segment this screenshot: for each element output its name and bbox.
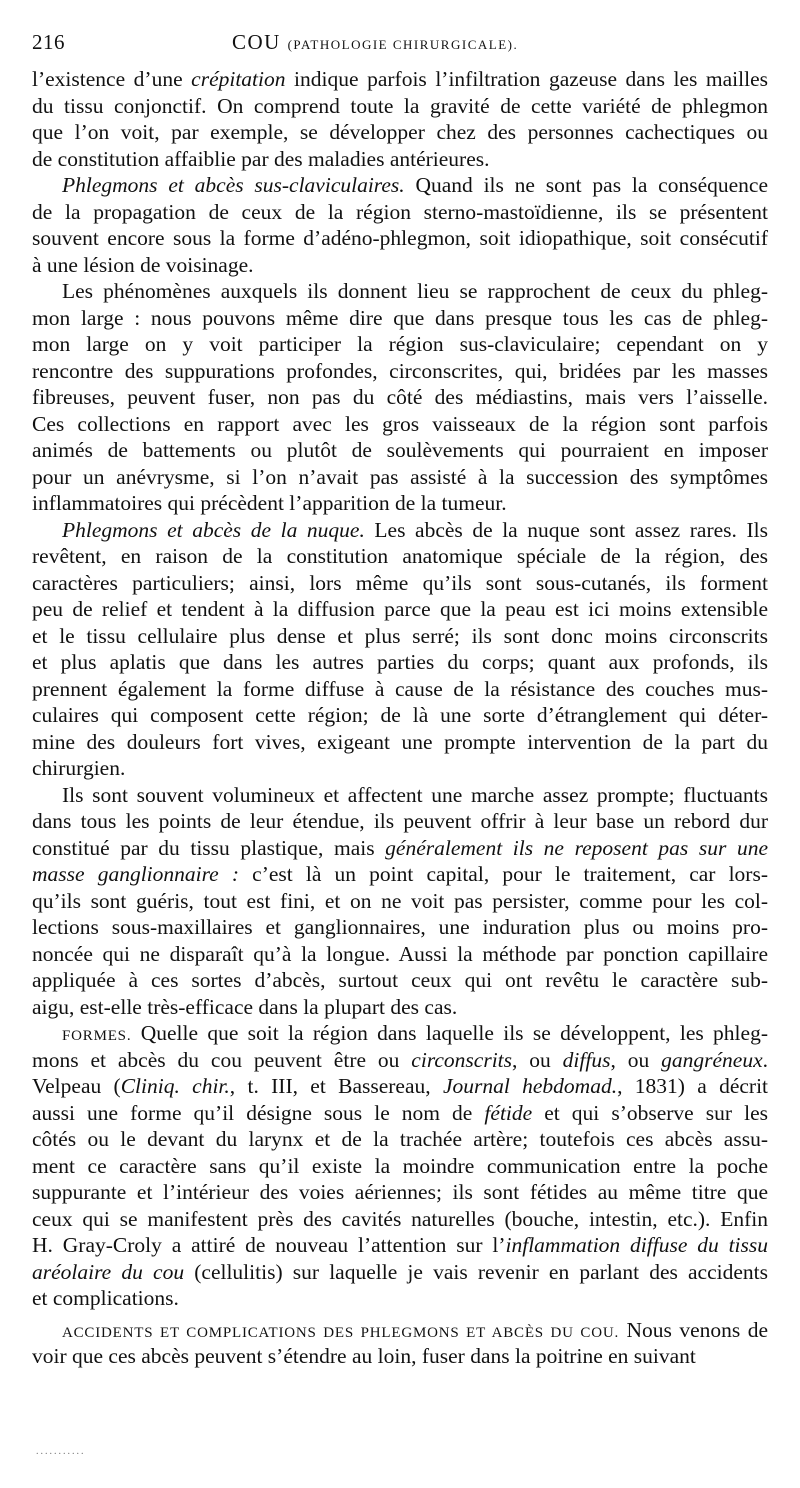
text-line: revêtent, en raison de la constitution anatomique spéciale de la région, des (32, 544, 768, 568)
text-line: aréolaire du cou (cellulitis) sur laquelle je vais revenir en parlant des accidents (32, 1259, 768, 1284)
text-line: ment ce caractère sans qu’il existe la moindre communication entre la poche (32, 1153, 768, 1178)
text-line: peu de relief et tendent à la diffusion parce que la peau est ici moins extensible (32, 597, 768, 621)
text-line: prennent également la forme diffuse à cause de la résistance des couches mus- (32, 676, 768, 701)
running-title-sub: (PATHOLOGIE CHIRURGICALE). (287, 37, 519, 52)
text-line: de constitution affaiblie par des maladies antérieures. (32, 146, 490, 171)
text-line: constitué par du tissu plastique, mais généralement ils ne reposent pas sur une (32, 835, 768, 860)
text-line: culaires qui composent cette région; de là une sorte d’étranglement qui déter- (32, 703, 768, 727)
text-line: du tissu conjonctif. On comprend toute la gravité de cette variété de phlegmon (32, 93, 768, 118)
running-title (232, 30, 518, 55)
text-line: FORMES. Quelle que soit la région dans laquelle ils se développent, les phleg- (62, 1021, 768, 1045)
text-line: que l’on voit, par exemple, se développer chez des personnes cachectiques ou (32, 120, 768, 144)
text-line: Phlegmons et abcès sus-claviculaires. Quand ils ne sont pas la conséquence (62, 173, 769, 197)
text-line: et le tissu cellulaire plus dense et plus serré; ils sont donc moins circonscrits (32, 623, 768, 648)
text-line: fibreuses, peuvent fuser, non pas du côté des médiastins, mais vers l’aisselle. (32, 385, 768, 409)
text-line: et plus aplatis que dans les autres parties du corps; quant aux profonds, ils (32, 650, 768, 674)
running-title-main: COU (232, 30, 281, 54)
running-header (32, 30, 752, 60)
text-line: ceux qui se manifestent près des cavités naturelles (bouche, intestin, etc.). Enfin (32, 1206, 768, 1231)
text-line: lections sous-maxillaires et ganglionnaires, une induration plus ou moins pro- (32, 915, 768, 939)
text-line: H. Gray-Croly a attiré de nouveau l’attention sur l’inflammation diffuse du tissu (32, 1233, 769, 1257)
text-line: souvent encore sous la forme d’adéno-phlegmon, soit idiopathique, soit consécutif (32, 226, 768, 250)
text-line: voir que ces abcès peuvent s’étendre au loin, fuser dans la poitrine en suivant (32, 1344, 696, 1368)
text-line: rencontre des suppurations profondes, circonscrites, qui, bridées par les masses (32, 358, 768, 383)
text-line: pour un anévrysme, si l’on n’avait pas assisté à la succession des symptômes (32, 464, 768, 489)
text-line: Les phénomènes auxquels ils donnent lieu se rapprochent de ceux du phleg- (62, 279, 768, 303)
text-line: l’existence d’une crépitation indique parfois l’infiltration gazeuse dans les mailles (32, 67, 768, 91)
text-line: masse ganglionnaire : c’est là un point capital, pour le traitement, car lors- (32, 862, 768, 886)
text-line: aussi une forme qu’il désigne sous le nom de fétide et qui s’observe sur les (32, 1100, 768, 1125)
text-line: chirurgien. (32, 756, 126, 780)
text-line: mon large on y voit participer la région sus-claviculaire; cependant on y (32, 332, 768, 356)
text-line: qu’ils sont guéris, tout est fini, et on ne voit pas persister, comme pour les col- (32, 888, 768, 913)
text-line: de la propagation de ceux de la région sterno-mastoïdienne, ils se présentent (32, 199, 768, 224)
text-line: ACCIDENTS ET COMPLICATIONS DES PHLEGMONS ET ABCÈS DU COU. Nous venons de (62, 1317, 768, 1342)
text-line: côtés ou le devant du larynx et de la trachée artère; toutefois ces abcès assu- (32, 1127, 768, 1151)
text-line: Velpeau (Cliniq. chir., t. III, et Bassereau, Journal hebdomad., 1831) a décrit (32, 1074, 769, 1098)
page-number: 216 (32, 30, 65, 54)
text-line: mons et abcès du cou peuvent être ou circonscrits, ou diffus, ou gangréneux. (32, 1047, 768, 1072)
text-line: caractères particuliers; ainsi, lors même qu’ils sont sous-cutanés, ils forment (32, 570, 768, 595)
text-line: Ils sont souvent volumineux et affectent une marche assez prompte; fluctuants (62, 782, 768, 807)
text-line: noncée qui ne disparaît qu’à la longue. Aussi la méthode par ponction capillaire (32, 941, 768, 966)
text-line: mon large : nous pouvons même dire que dans presque tous les cas de phleg- (32, 305, 768, 330)
text-line: inflammatoires qui précèdent l’apparition de la tumeur. (32, 491, 507, 515)
text-line: Ces collections en rapport avec les gros vaisseaux de la région sont parfois (32, 411, 768, 436)
text-line: appliquée à ces sortes d’abcès, surtout ceux qui ont revêtu le caractère sub- (32, 968, 768, 992)
text-line: à une lésion de voisinage. (32, 252, 254, 277)
text-line: mine des douleurs fort vives, exigeant une prompte intervention de la part du (32, 729, 768, 754)
footer-marks: ........... (36, 1446, 86, 1457)
body-text (32, 66, 768, 1370)
text-line: animés de battements ou plutôt de soulèvements qui pourraient en imposer (32, 438, 768, 462)
text-line: et complications. (32, 1286, 179, 1310)
text-line: Phlegmons et abcès de la nuque. Les abcès de la nuque sont assez rares. Ils (62, 517, 768, 542)
text-line: suppurante et l’intérieur des voies aériennes; ils sont fétides au même titre que (32, 1180, 768, 1204)
text-line: aigu, est-elle très-efficace dans la plupart des cas. (32, 994, 458, 1019)
text-line: dans tous les points de leur étendue, ils peuvent offrir à leur base un rebord dur (32, 809, 768, 833)
